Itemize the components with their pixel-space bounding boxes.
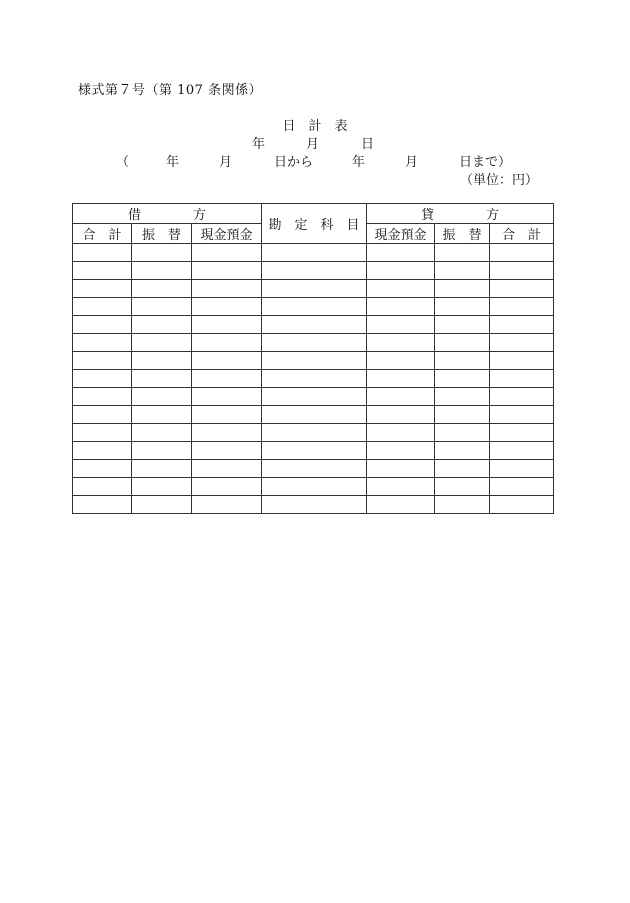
table-cell[interactable]	[192, 352, 262, 370]
table-row	[73, 442, 554, 460]
table-cell[interactable]	[490, 370, 554, 388]
table-cell[interactable]	[132, 244, 192, 262]
table-cell[interactable]	[132, 334, 192, 352]
table-cell[interactable]	[192, 442, 262, 460]
table-cell[interactable]	[73, 262, 132, 280]
report-date-line	[0, 133, 630, 151]
table-cell[interactable]	[262, 262, 367, 280]
table-cell[interactable]	[367, 334, 435, 352]
table-cell[interactable]	[73, 298, 132, 316]
table-cell[interactable]	[367, 262, 435, 280]
date-month-label: 月	[306, 137, 320, 152]
table-cell[interactable]	[367, 280, 435, 298]
table-cell[interactable]	[262, 442, 367, 460]
daily-totals-table	[72, 203, 554, 514]
period-open-paren: （	[116, 155, 130, 170]
table-cell[interactable]	[262, 478, 367, 496]
table-cell[interactable]	[367, 316, 435, 334]
table-cell[interactable]	[132, 424, 192, 442]
table-row	[73, 244, 554, 262]
debit-transfer-header: 振 替	[132, 224, 192, 244]
date-day-label: 日	[361, 137, 375, 152]
table-cell[interactable]	[73, 388, 132, 406]
table-cell[interactable]	[132, 280, 192, 298]
table-cell[interactable]	[367, 352, 435, 370]
table-cell[interactable]	[132, 316, 192, 334]
credit-total-header: 合 計	[490, 224, 554, 244]
table-cell[interactable]	[73, 478, 132, 496]
table-cell[interactable]	[262, 424, 367, 442]
table-cell[interactable]	[192, 424, 262, 442]
table-cell[interactable]	[73, 280, 132, 298]
table-cell[interactable]	[73, 460, 132, 478]
table-cell[interactable]	[435, 424, 490, 442]
table-cell[interactable]	[132, 496, 192, 514]
table-cell[interactable]	[435, 388, 490, 406]
table-cell[interactable]	[262, 244, 367, 262]
table-cell[interactable]	[192, 388, 262, 406]
table-cell[interactable]	[73, 406, 132, 424]
table-cell[interactable]	[490, 316, 554, 334]
table-cell[interactable]	[490, 244, 554, 262]
table-cell[interactable]	[435, 280, 490, 298]
table-cell[interactable]	[192, 244, 262, 262]
table-row	[73, 352, 554, 370]
table-cell[interactable]	[435, 460, 490, 478]
table-cell[interactable]	[490, 388, 554, 406]
table-cell[interactable]	[367, 298, 435, 316]
table-row	[73, 478, 554, 496]
table-row	[73, 370, 554, 388]
table-cell[interactable]	[132, 406, 192, 424]
period-line	[0, 151, 630, 169]
table-cell[interactable]	[435, 298, 490, 316]
table-cell[interactable]	[490, 406, 554, 424]
table-cell[interactable]	[192, 370, 262, 388]
table-cell[interactable]	[262, 406, 367, 424]
table-row	[73, 406, 554, 424]
table-cell[interactable]	[132, 298, 192, 316]
table-cell[interactable]	[73, 424, 132, 442]
credit-header: 貸 方	[367, 204, 554, 224]
table-row	[73, 460, 554, 478]
table-cell[interactable]	[490, 460, 554, 478]
document-title: 日 計 表	[282, 119, 348, 134]
period-to-year: 年	[352, 155, 366, 170]
table-cell[interactable]	[262, 388, 367, 406]
table-cell[interactable]	[132, 460, 192, 478]
table-cell[interactable]	[262, 334, 367, 352]
table-cell[interactable]	[367, 406, 435, 424]
table-cell[interactable]	[367, 424, 435, 442]
table-cell[interactable]	[73, 442, 132, 460]
period-from-year: 年	[166, 155, 180, 170]
table-cell[interactable]	[192, 334, 262, 352]
table-row	[73, 424, 554, 442]
table-cell[interactable]	[367, 388, 435, 406]
table-cell[interactable]	[435, 496, 490, 514]
table-cell[interactable]	[132, 370, 192, 388]
table-cell[interactable]	[132, 478, 192, 496]
table-cell[interactable]	[435, 262, 490, 280]
table-cell[interactable]	[192, 298, 262, 316]
table-cell[interactable]	[367, 496, 435, 514]
table-cell[interactable]	[490, 334, 554, 352]
table-cell[interactable]	[192, 460, 262, 478]
table-cell[interactable]	[490, 280, 554, 298]
table-cell[interactable]	[73, 244, 132, 262]
table-cell[interactable]	[132, 262, 192, 280]
table-cell[interactable]	[435, 442, 490, 460]
table-cell[interactable]	[192, 496, 262, 514]
table-cell[interactable]	[73, 334, 132, 352]
table-cell[interactable]	[192, 280, 262, 298]
account-header: 勘 定 科 目	[262, 204, 367, 244]
table-cell[interactable]	[262, 280, 367, 298]
period-to-day: 日まで）	[459, 155, 512, 170]
table-row	[73, 280, 554, 298]
table-cell[interactable]	[435, 244, 490, 262]
table-cell[interactable]	[367, 244, 435, 262]
table-cell[interactable]	[262, 460, 367, 478]
table-cell[interactable]	[490, 496, 554, 514]
table-cell[interactable]	[490, 262, 554, 280]
table-cell[interactable]	[490, 352, 554, 370]
table-cell[interactable]	[490, 298, 554, 316]
table-cell[interactable]	[132, 388, 192, 406]
form-number-label: 様式第７号（第 107 条関係）	[78, 83, 263, 98]
table-row	[73, 334, 554, 352]
table-cell[interactable]	[435, 352, 490, 370]
table-cell[interactable]	[73, 352, 132, 370]
table-cell[interactable]	[435, 370, 490, 388]
table-cell[interactable]	[192, 316, 262, 334]
table-cell[interactable]	[192, 406, 262, 424]
table-cell[interactable]	[262, 352, 367, 370]
table-cell[interactable]	[490, 424, 554, 442]
table-cell[interactable]	[262, 298, 367, 316]
table-row	[73, 298, 554, 316]
table-cell[interactable]	[192, 262, 262, 280]
period-from-day: 日から	[274, 155, 314, 170]
table-cell[interactable]	[262, 370, 367, 388]
table-cell[interactable]	[367, 460, 435, 478]
table-row	[73, 262, 554, 280]
table-cell[interactable]	[490, 442, 554, 460]
table-row	[73, 388, 554, 406]
date-year-label: 年	[252, 137, 266, 152]
unit-note: （単位：円）	[459, 173, 538, 188]
table-cell[interactable]	[262, 316, 367, 334]
table-cell[interactable]	[435, 316, 490, 334]
table-cell[interactable]	[73, 370, 132, 388]
credit-cash-header: 現金預金	[367, 224, 435, 244]
table-cell[interactable]	[73, 316, 132, 334]
table-cell[interactable]	[132, 442, 192, 460]
period-to-month: 月	[405, 155, 419, 170]
table-cell[interactable]	[262, 496, 367, 514]
table-cell[interactable]	[490, 478, 554, 496]
table-cell[interactable]	[367, 370, 435, 388]
table-row	[73, 496, 554, 514]
table-cell[interactable]	[367, 442, 435, 460]
table-cell[interactable]	[132, 352, 192, 370]
table-row	[73, 316, 554, 334]
table-cell[interactable]	[192, 478, 262, 496]
table-body	[73, 244, 554, 514]
table-cell[interactable]	[435, 334, 490, 352]
table-cell[interactable]	[367, 478, 435, 496]
table-cell[interactable]	[435, 406, 490, 424]
table-cell[interactable]	[73, 496, 132, 514]
table-cell[interactable]	[435, 478, 490, 496]
credit-transfer-header: 振 替	[435, 224, 490, 244]
debit-header: 借 方	[73, 204, 262, 224]
period-from-month: 月	[219, 155, 233, 170]
debit-total-header: 合 計	[73, 224, 132, 244]
debit-cash-header: 現金預金	[192, 224, 262, 244]
